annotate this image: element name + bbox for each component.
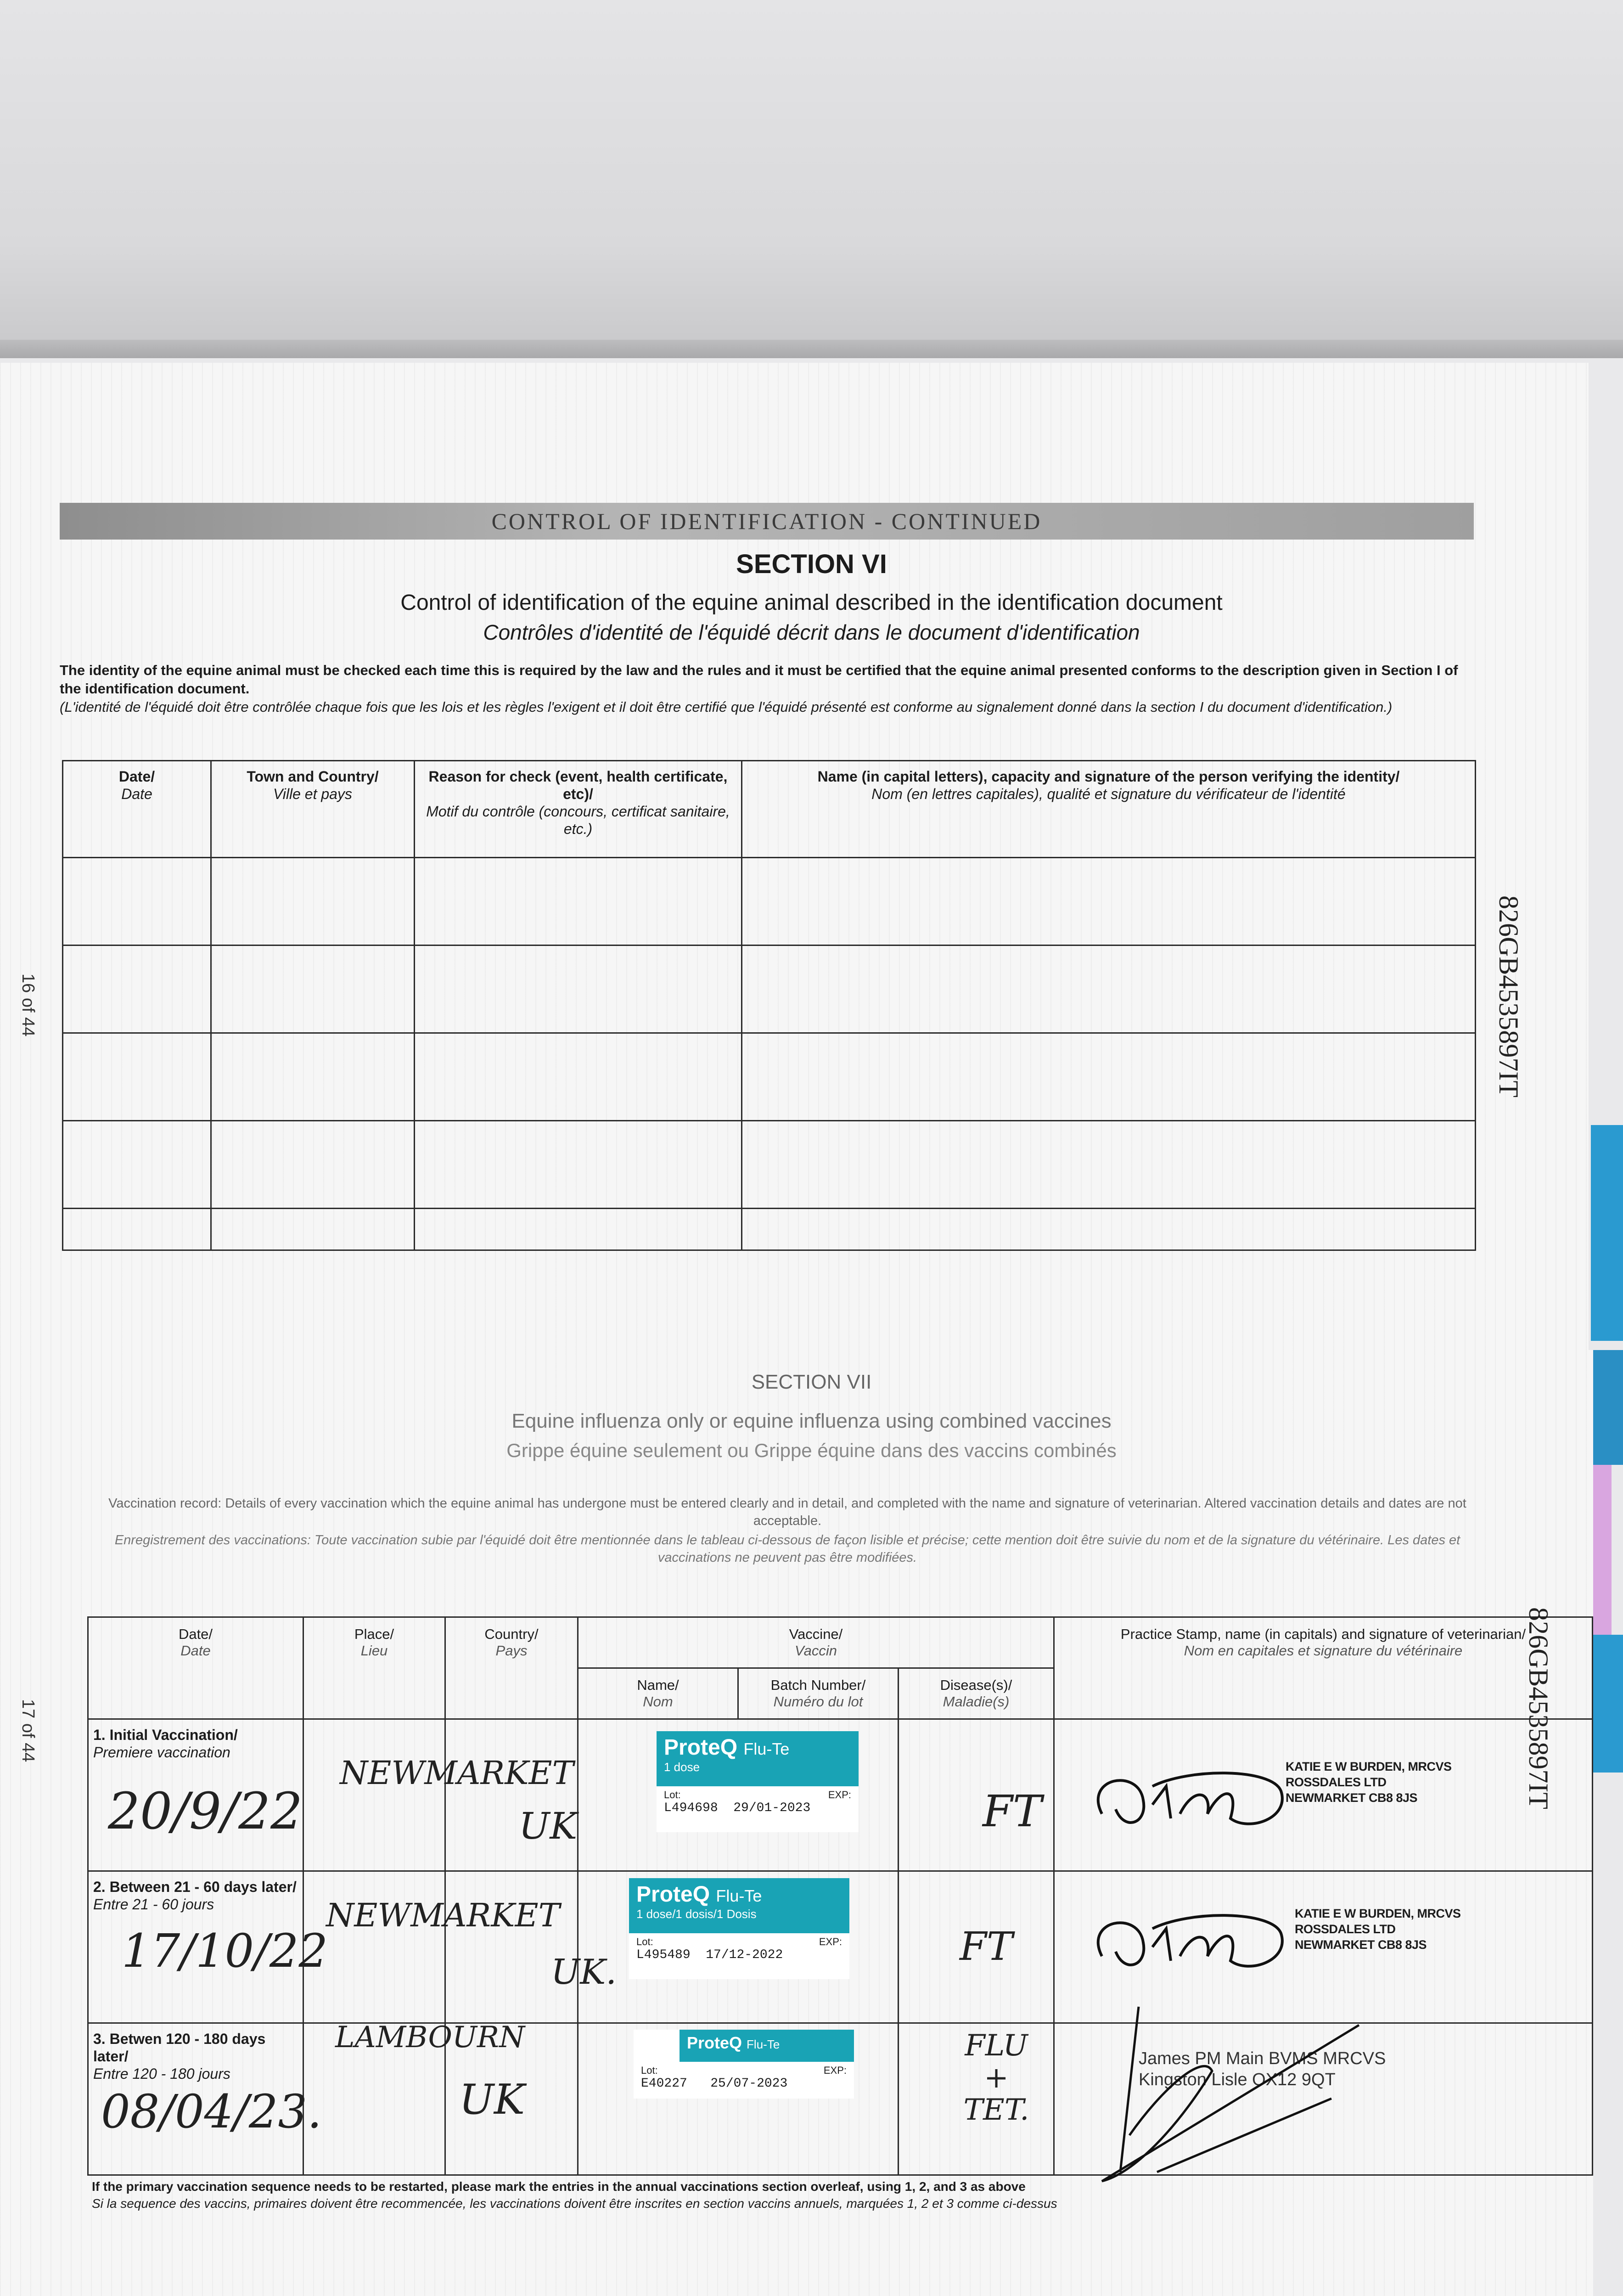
exp-key: EXP:	[828, 1789, 851, 1801]
col-disease: Disease(s)/ Maladie(s)	[899, 1668, 1054, 1719]
vaccine-brand: ProteQ	[636, 1882, 710, 1907]
page-edge	[0, 340, 1623, 358]
table-row	[63, 1033, 1476, 1121]
handwritten-place: NEWMARKET	[326, 1896, 560, 1934]
vet-stamp: KATIE E W BURDEN, MRCVS ROSSDALES LTD NEWMARKET CB8 8JS	[1295, 1907, 1461, 1952]
section-title-fr: Grippe équine seulement ou Grippe équine dans des vaccins combinés	[506, 1440, 1117, 1461]
col-batch-number: Batch Number/ Numéro du lot	[738, 1668, 899, 1719]
empty-cell[interactable]	[63, 945, 211, 1033]
lot-key: Lot:	[641, 2065, 658, 2076]
empty-cell[interactable]	[63, 1121, 211, 1209]
page-count: 16 of 44	[18, 974, 38, 1037]
vaccine-name: Flu-Te	[747, 2037, 780, 2051]
empty-cell[interactable]	[415, 1121, 742, 1209]
vaccine-dose: 1 dose	[664, 1760, 700, 1774]
table-row	[63, 945, 1476, 1033]
empty-cell[interactable]	[211, 858, 415, 945]
col-town-country: Town and Country/ Ville et pays	[211, 761, 415, 858]
col-date: Date/ Date	[88, 1617, 303, 1719]
section-heading: SECTION VI	[736, 549, 887, 579]
row-label-cell: 2. Between 21 - 60 days later/ Entre 21 - 60 jours	[88, 1871, 303, 2023]
col-vaccine-name: Name/ Nom	[578, 1668, 738, 1719]
section-title: Equine influenza only or equine influenza using combined vaccines	[511, 1410, 1112, 1432]
vet-signature	[1074, 1901, 1331, 1993]
vet-stamp: KATIE E W BURDEN, MRCVS ROSSDALES LTD NEWMARKET CB8 8JS	[1286, 1760, 1452, 1805]
batch-number: L494698	[664, 1801, 718, 1815]
vaccine-label	[629, 1878, 849, 1979]
vet-stamp: James PM Main BVMS MRCVS Kingston Lisle OX12 9QT	[1139, 2049, 1386, 2089]
intro-text: Vaccination record: Details of every vaccination which the equine animal has undergone must be entered clearly and in detail, and completed with the name and signature of veterinarian. Altered vaccination details and dates are not acceptable.	[108, 1496, 1466, 1528]
handwritten-date: 08/04/23.	[101, 2085, 322, 2138]
empty-cell[interactable]	[415, 858, 742, 945]
vet-signature	[1047, 1998, 1368, 2190]
handwritten-disease: FT	[960, 1924, 1013, 1970]
vaccine-label-header	[629, 1878, 849, 1933]
empty-cell[interactable]	[211, 1033, 415, 1121]
empty-cell[interactable]	[211, 945, 415, 1033]
col-place: Place/ Lieu	[303, 1617, 445, 1719]
vaccine-label	[634, 2030, 854, 2099]
index-tab-blue	[1591, 1125, 1623, 1341]
col-country: Country/ Pays	[445, 1617, 578, 1719]
handwritten-disease: FLU + TET.	[963, 2029, 1029, 2127]
col-practice-stamp: Practice Stamp, name (in capitals) and signature of veterinarian/ Nom en capitales et signature du vétérinaire	[1054, 1617, 1593, 1719]
exp-key: EXP:	[819, 1936, 842, 1947]
intro-text-fr: (L'identité de l'équidé doit être contrôlée chaque fois que les lois et les règles l'exigent et il doit être certifié que l'équidé présenté est conforme au signalement donné dans la section I du document d'identification.)	[60, 699, 1393, 715]
lot-key: Lot:	[664, 1789, 681, 1801]
row-label-cell: 3. Betwen 120 - 180 days later/ Entre 120 - 180 jours	[88, 2023, 303, 2175]
batch-number: L495489	[636, 1948, 691, 1962]
empty-cell[interactable]	[211, 1209, 415, 1250]
handwritten-disease: FT	[983, 1786, 1042, 1837]
col-reason: Reason for check (event, health certificate, etc)/ Motif du contrôle (concours, certificat sanitaire, etc.)	[415, 761, 742, 858]
empty-cell[interactable]	[211, 1121, 415, 1209]
vet-signature	[1074, 1759, 1331, 1851]
country-cell[interactable]	[445, 1871, 578, 2023]
document-id: 826GB4535897IT	[1523, 1607, 1554, 1809]
vaccine-label-header	[680, 2030, 854, 2062]
handwritten-place: LAMBOURN	[335, 2020, 525, 2054]
place-cell[interactable]	[303, 1719, 445, 1871]
vaccine-dose: 1 dose/1 dosis/1 Dosis	[636, 1907, 757, 1921]
empty-cell[interactable]	[63, 1033, 211, 1121]
handwritten-place: NEWMARKET	[340, 1754, 574, 1792]
empty-cell[interactable]	[742, 1121, 1476, 1209]
handwritten-country: UK	[519, 1805, 578, 1847]
table-row	[63, 1209, 1476, 1250]
empty-cell[interactable]	[415, 1209, 742, 1250]
empty-cell[interactable]	[742, 1209, 1476, 1250]
background-surface	[0, 0, 1623, 349]
empty-cell[interactable]	[742, 858, 1476, 945]
vaccine-brand: ProteQ	[687, 2033, 742, 2052]
empty-cell[interactable]	[63, 1209, 211, 1250]
index-tab-blue	[1593, 1635, 1623, 1773]
expiry-date: 17/12-2022	[706, 1948, 783, 1962]
col-verifier: Name (in capital letters), capacity and signature of the person verifying the identity/ Nom (en lettres capitales), qualité et signature du vérificateur de l'identité	[742, 761, 1476, 858]
vaccine-label	[657, 1731, 859, 1832]
section-banner: CONTROL OF IDENTIFICATION - CONTINUED	[60, 503, 1474, 540]
handwritten-country: UK	[459, 2076, 525, 2124]
footer-note: If the primary vaccination sequence needs to be restarted, please mark the entries in the annual vaccinations section overleaf, using 1, 2, and 3 as above	[92, 2179, 1026, 2194]
vaccine-label-header	[657, 1731, 859, 1786]
handwritten-date: 17/10/22	[122, 1924, 328, 1978]
section-heading: SECTION VII	[751, 1371, 872, 1393]
table-row	[63, 858, 1476, 945]
section-title-fr: Contrôles d'identité de l'équidé décrit dans le document d'identification	[483, 620, 1140, 644]
footer-note-fr: Si la sequence des vaccins, primaires doivent être recommencée, les vaccinations doivent être inscrites en section vaccins annuels, marquées 1, 2 et 3 comme ci-dessus	[92, 2196, 1057, 2211]
col-vaccine: Vaccine/ Vaccin	[578, 1617, 1054, 1668]
intro-text-fr: Enregistrement des vaccinations: Toute vaccination subie par l'équidé doit être mentionnée dans le tableau ci-dessous de façon lisible et précise; cette mention doit être suivie du nom et de la signature du vétérinaire. Les dates et vaccinations ne peuvent pas être modifiées.	[114, 1533, 1460, 1565]
empty-cell[interactable]	[63, 858, 211, 945]
document-id: 826GB4535897IT	[1494, 895, 1524, 1097]
expiry-date: 25/07-2023	[710, 2077, 788, 2091]
intro-text: The identity of the equine animal must be checked each time this is required by the law and the rules and it must be certified that the equine animal presented conforms to the description given in Section I of the identification document.	[60, 662, 1458, 697]
expiry-date: 29/01-2023	[733, 1801, 811, 1815]
vaccine-brand: ProteQ	[664, 1735, 738, 1760]
handwritten-date: 20/9/22	[108, 1782, 303, 1840]
empty-cell[interactable]	[742, 945, 1476, 1033]
vaccine-name: Flu-Te	[743, 1739, 790, 1758]
lot-key: Lot:	[636, 1936, 653, 1947]
section-title: Control of identification of the equine animal described in the identification document	[400, 591, 1223, 615]
empty-cell[interactable]	[415, 945, 742, 1033]
exp-key: EXP:	[823, 2065, 847, 2076]
empty-cell[interactable]	[742, 1033, 1476, 1121]
table-row	[63, 1121, 1476, 1209]
batch-number: E40227	[641, 2077, 687, 2091]
identity-check-table	[62, 760, 1476, 1251]
handwritten-country: UK.	[551, 1952, 617, 1992]
page-count: 17 of 44	[18, 1699, 38, 1762]
col-date: Date/ Date	[63, 761, 211, 858]
country-cell[interactable]	[445, 1719, 578, 1871]
empty-cell[interactable]	[415, 1033, 742, 1121]
vaccine-name: Flu-Te	[716, 1886, 762, 1905]
row-label-cell: 1. Initial Vaccination/ Premiere vaccination	[88, 1719, 303, 1871]
